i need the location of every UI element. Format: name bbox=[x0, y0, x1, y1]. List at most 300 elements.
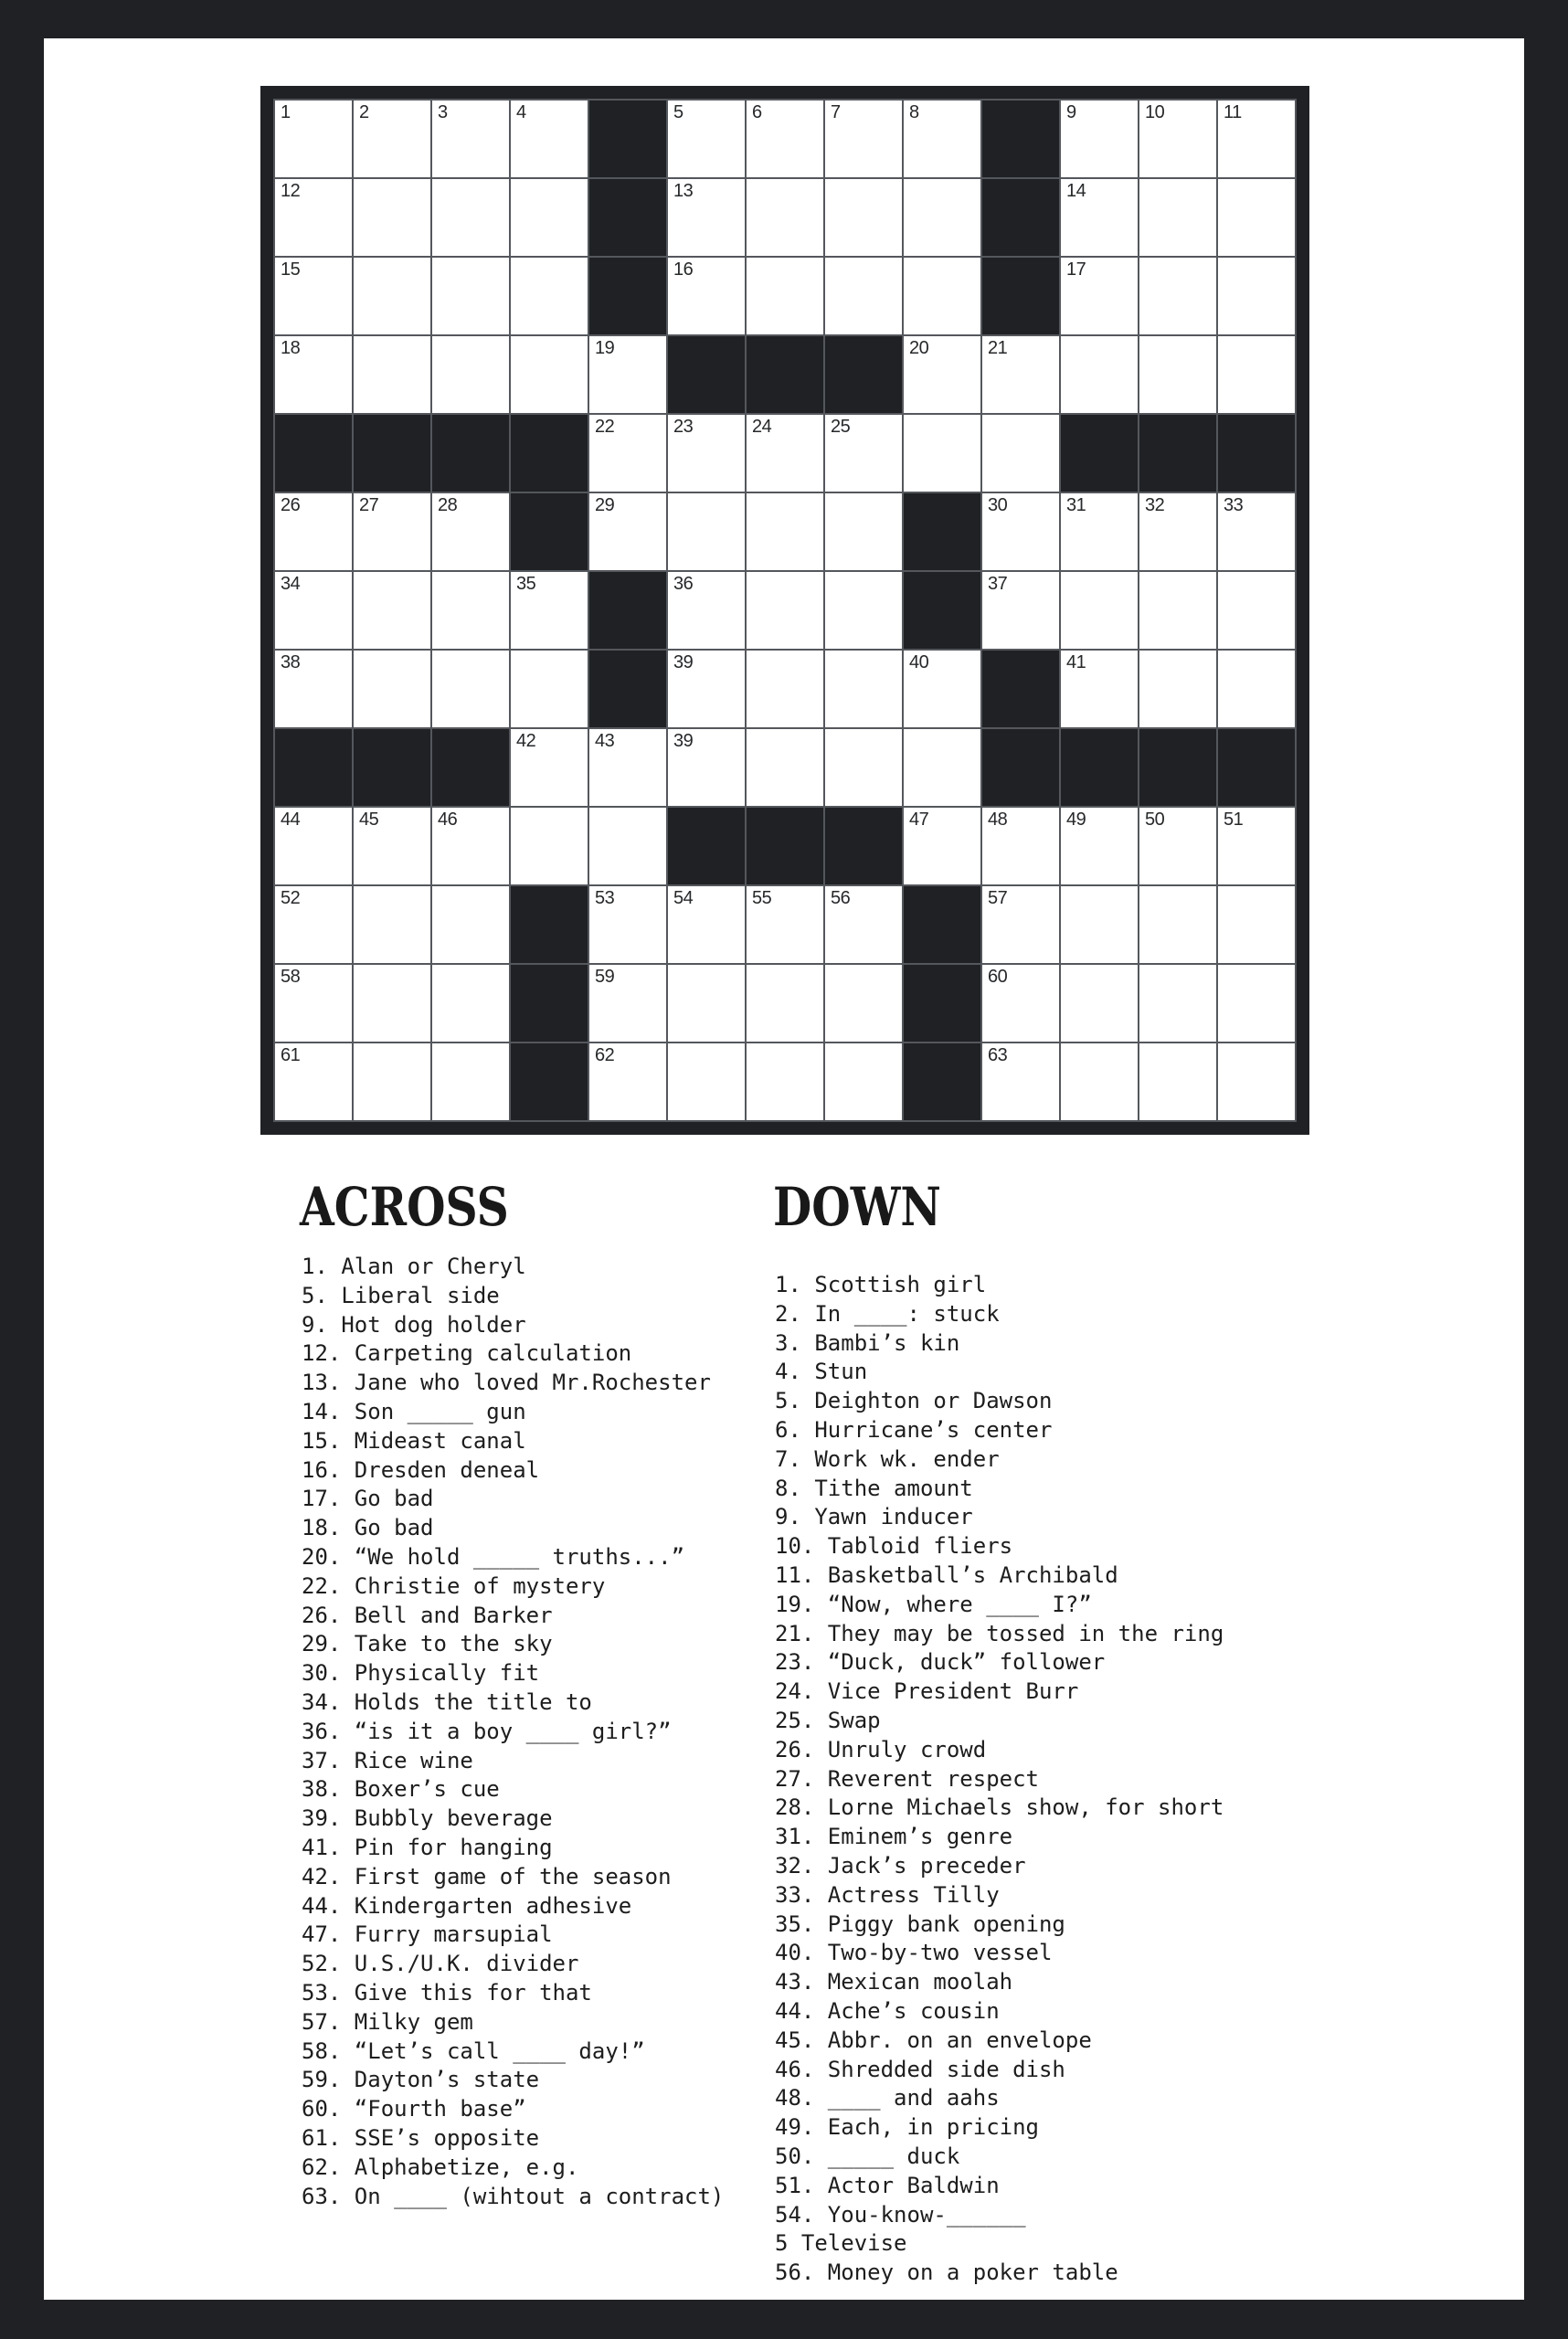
black-cell bbox=[825, 336, 902, 413]
grid-cell[interactable] bbox=[1139, 1043, 1216, 1120]
grid-cell[interactable] bbox=[589, 1043, 666, 1120]
grid-cell[interactable] bbox=[1218, 651, 1295, 727]
black-cell bbox=[904, 572, 980, 649]
grid-cell[interactable] bbox=[904, 336, 980, 413]
grid-cell[interactable] bbox=[982, 886, 1059, 963]
cell-number: 51 bbox=[1224, 810, 1244, 830]
grid-cell[interactable] bbox=[747, 1043, 823, 1120]
grid-cell[interactable] bbox=[747, 651, 823, 727]
across-clue: 52. U.S./U.K. divider bbox=[302, 1951, 579, 1977]
across-clue: 36. “is it a boy ____ girl?” bbox=[302, 1718, 672, 1744]
grid-cell[interactable] bbox=[354, 965, 430, 1042]
cell-number: 46 bbox=[438, 810, 458, 830]
cell-number: 19 bbox=[595, 338, 615, 358]
grid-cell[interactable] bbox=[1218, 572, 1295, 649]
cell-number: 2 bbox=[359, 102, 369, 122]
grid-cell[interactable] bbox=[904, 415, 980, 492]
grid-cell[interactable] bbox=[1139, 572, 1216, 649]
cell-number: 22 bbox=[595, 417, 615, 437]
down-clue: 25. Swap bbox=[775, 1707, 881, 1733]
cell-number: 38 bbox=[281, 652, 301, 672]
black-cell bbox=[511, 493, 588, 570]
grid-cell[interactable] bbox=[1139, 336, 1216, 413]
down-clue: 19. “Now, where ____ I?” bbox=[775, 1591, 1092, 1617]
black-cell bbox=[511, 1043, 588, 1120]
cell-number: 18 bbox=[281, 338, 301, 358]
down-clue: 5. Deighton or Dawson bbox=[775, 1388, 1053, 1414]
grid-cell[interactable] bbox=[668, 415, 745, 492]
down-clue: 8. Tithe amount bbox=[775, 1475, 973, 1501]
down-clue: 9. Yawn inducer bbox=[775, 1504, 973, 1530]
grid-cell[interactable] bbox=[982, 336, 1059, 413]
cell-number: 31 bbox=[1066, 495, 1086, 515]
cell-number: 49 bbox=[1066, 810, 1086, 830]
cell-number: 44 bbox=[281, 810, 301, 830]
across-clue: 15. Mideast canal bbox=[302, 1427, 526, 1454]
grid-cell[interactable] bbox=[982, 493, 1059, 570]
grid-cell[interactable] bbox=[589, 808, 666, 884]
black-cell bbox=[747, 808, 823, 884]
grid-cell[interactable] bbox=[432, 258, 509, 334]
down-clue: 7. Work wk. ender bbox=[775, 1445, 1000, 1472]
cell-number: 37 bbox=[988, 574, 1008, 594]
across-clue: 9. Hot dog holder bbox=[302, 1311, 526, 1338]
grid-cell[interactable] bbox=[904, 179, 980, 256]
across-clue: 57. Milky gem bbox=[302, 2008, 473, 2035]
across-clue: 38. Boxer’s cue bbox=[302, 1776, 500, 1803]
across-clue: 17. Go bad bbox=[302, 1486, 434, 1512]
down-clue: 3. Bambi’s kin bbox=[775, 1329, 960, 1356]
cell-number: 32 bbox=[1145, 495, 1165, 515]
grid-cell[interactable] bbox=[904, 729, 980, 806]
grid-cell[interactable] bbox=[275, 1043, 352, 1120]
grid-cell[interactable] bbox=[589, 729, 666, 806]
cell-number: 36 bbox=[673, 574, 694, 594]
grid-cell[interactable] bbox=[1061, 808, 1138, 884]
down-clue: 31. Eminem’s genre bbox=[775, 1824, 1013, 1850]
grid-cell[interactable] bbox=[275, 101, 352, 177]
grid-cell[interactable] bbox=[825, 179, 902, 256]
grid-cell[interactable] bbox=[668, 729, 745, 806]
down-clue: 6. Hurricane’s center bbox=[775, 1416, 1053, 1443]
cell-number: 15 bbox=[281, 259, 301, 280]
black-cell bbox=[589, 179, 666, 256]
down-clue: 33. Actress Tilly bbox=[775, 1881, 1000, 1908]
grid-cell[interactable] bbox=[1061, 1043, 1138, 1120]
cell-number: 39 bbox=[673, 731, 694, 751]
cell-number: 50 bbox=[1145, 810, 1165, 830]
grid-cell[interactable] bbox=[1139, 179, 1216, 256]
black-cell bbox=[904, 965, 980, 1042]
down-heading: DOWN bbox=[773, 1176, 941, 1238]
black-cell bbox=[589, 101, 666, 177]
grid-cell[interactable] bbox=[432, 179, 509, 256]
cell-number: 4 bbox=[516, 102, 526, 122]
grid-cell[interactable] bbox=[825, 493, 902, 570]
grid-cell[interactable] bbox=[432, 336, 509, 413]
cell-number: 61 bbox=[281, 1045, 301, 1065]
black-cell bbox=[668, 336, 745, 413]
grid-cell[interactable] bbox=[982, 572, 1059, 649]
grid-cell[interactable] bbox=[354, 336, 430, 413]
cell-number: 23 bbox=[673, 417, 694, 437]
grid-cell[interactable] bbox=[1061, 258, 1138, 334]
black-cell bbox=[1139, 729, 1216, 806]
grid-cell[interactable] bbox=[354, 179, 430, 256]
cell-number: 41 bbox=[1066, 652, 1086, 672]
grid-cell[interactable] bbox=[1061, 101, 1138, 177]
grid-cell[interactable] bbox=[1218, 336, 1295, 413]
grid-cell[interactable] bbox=[511, 729, 588, 806]
down-clue: 24. Vice President Burr bbox=[775, 1678, 1079, 1705]
grid-cell[interactable] bbox=[825, 886, 902, 963]
down-clue: 50. _____ duck bbox=[775, 2143, 960, 2169]
grid-cell[interactable] bbox=[747, 415, 823, 492]
cell-number: 26 bbox=[281, 495, 301, 515]
grid-cell[interactable] bbox=[1061, 651, 1138, 727]
cell-number: 34 bbox=[281, 574, 301, 594]
down-clue: 10. Tabloid fliers bbox=[775, 1533, 1013, 1560]
grid-cell[interactable] bbox=[511, 336, 588, 413]
cell-number: 40 bbox=[909, 652, 929, 672]
black-cell bbox=[904, 886, 980, 963]
across-clue: 61. SSE’s opposite bbox=[302, 2124, 540, 2151]
cell-number: 9 bbox=[1066, 102, 1076, 122]
across-clue: 62. Alphabetize, e.g. bbox=[302, 2154, 579, 2180]
across-clue: 14. Son _____ gun bbox=[302, 1398, 526, 1424]
cell-number: 62 bbox=[595, 1045, 615, 1065]
across-clue: 5. Liberal side bbox=[302, 1282, 500, 1308]
grid-cell[interactable] bbox=[1218, 179, 1295, 256]
grid-cell[interactable] bbox=[354, 1043, 430, 1120]
grid-cell[interactable] bbox=[432, 1043, 509, 1120]
black-cell bbox=[432, 415, 509, 492]
cell-number: 54 bbox=[673, 888, 694, 908]
grid-cell[interactable] bbox=[668, 572, 745, 649]
down-clue: 27. Reverent respect bbox=[775, 1765, 1039, 1792]
down-clue: 43. Mexican moolah bbox=[775, 1969, 1013, 1995]
across-clue: 59. Dayton’s state bbox=[302, 2067, 540, 2093]
down-clue: 40. Two-by-two vessel bbox=[775, 1940, 1053, 1966]
grid-cell[interactable] bbox=[825, 965, 902, 1042]
black-cell bbox=[589, 258, 666, 334]
grid-cell[interactable] bbox=[275, 808, 352, 884]
across-heading: ACROSS bbox=[300, 1176, 509, 1238]
across-clue: 34. Holds the title to bbox=[302, 1688, 592, 1715]
grid-cell[interactable] bbox=[1061, 572, 1138, 649]
across-clue: 41. Pin for hanging bbox=[302, 1834, 553, 1860]
black-cell bbox=[668, 808, 745, 884]
grid-cell[interactable] bbox=[1218, 101, 1295, 177]
across-clue: 26. Bell and Barker bbox=[302, 1602, 553, 1628]
cell-number: 42 bbox=[516, 731, 536, 751]
grid-cell[interactable] bbox=[1218, 1043, 1295, 1120]
grid-cell[interactable] bbox=[511, 572, 588, 649]
black-cell bbox=[1218, 729, 1295, 806]
cell-number: 39 bbox=[673, 652, 694, 672]
cell-number: 29 bbox=[595, 495, 615, 515]
grid-cell[interactable] bbox=[1061, 179, 1138, 256]
grid-cell[interactable] bbox=[432, 965, 509, 1042]
grid-cell[interactable] bbox=[511, 179, 588, 256]
grid-cell[interactable] bbox=[432, 886, 509, 963]
cell-number: 52 bbox=[281, 888, 301, 908]
grid-cell[interactable] bbox=[904, 651, 980, 727]
grid-cell[interactable] bbox=[1061, 965, 1138, 1042]
grid-cell[interactable] bbox=[354, 258, 430, 334]
cell-number: 60 bbox=[988, 967, 1008, 987]
down-clue: 49. Each, in pricing bbox=[775, 2114, 1039, 2141]
black-cell bbox=[982, 179, 1059, 256]
grid-cell[interactable] bbox=[275, 886, 352, 963]
down-clue: 23. “Duck, duck” follower bbox=[775, 1649, 1106, 1676]
grid-cell[interactable] bbox=[747, 886, 823, 963]
grid-cell[interactable] bbox=[982, 808, 1059, 884]
crossword-grid-cells bbox=[273, 99, 1297, 1122]
across-clue: 37. Rice wine bbox=[302, 1747, 473, 1773]
across-clue: 18. Go bad bbox=[302, 1515, 434, 1541]
cell-number: 35 bbox=[516, 574, 536, 594]
down-clue-list bbox=[775, 1271, 1224, 2288]
black-cell bbox=[982, 258, 1059, 334]
grid-cell[interactable] bbox=[511, 808, 588, 884]
grid-cell[interactable] bbox=[432, 808, 509, 884]
grid-cell[interactable] bbox=[589, 415, 666, 492]
across-clue: 1. Alan or Cheryl bbox=[302, 1254, 526, 1279]
down-clue: 26. Unruly crowd bbox=[775, 1736, 987, 1762]
grid-cell[interactable] bbox=[668, 886, 745, 963]
cell-number: 48 bbox=[988, 810, 1008, 830]
grid-cell[interactable] bbox=[825, 729, 902, 806]
grid-cell[interactable] bbox=[1061, 886, 1138, 963]
grid-cell[interactable] bbox=[825, 101, 902, 177]
black-cell bbox=[904, 493, 980, 570]
grid-cell[interactable] bbox=[432, 493, 509, 570]
cell-number: 17 bbox=[1066, 259, 1086, 280]
across-clue: 60. “Fourth base” bbox=[302, 2096, 526, 2122]
grid-cell[interactable] bbox=[668, 101, 745, 177]
cell-number: 30 bbox=[988, 495, 1008, 515]
grid-cell[interactable] bbox=[982, 965, 1059, 1042]
grid-cell[interactable] bbox=[1139, 651, 1216, 727]
black-cell bbox=[982, 729, 1059, 806]
grid-cell[interactable] bbox=[275, 493, 352, 570]
black-cell bbox=[1061, 415, 1138, 492]
black-cell bbox=[275, 415, 352, 492]
down-clue: 1. Scottish girl bbox=[775, 1272, 987, 1297]
across-clue: 16. Dresden deneal bbox=[302, 1456, 540, 1483]
across-clue-list bbox=[302, 1253, 724, 2211]
down-clue: 2. In ____: stuck bbox=[775, 1300, 1000, 1327]
grid-cell[interactable] bbox=[1218, 808, 1295, 884]
black-cell bbox=[354, 415, 430, 492]
across-clue: 47. Furry marsupial bbox=[302, 1921, 553, 1948]
black-cell bbox=[354, 729, 430, 806]
across-clue: 42. First game of the season bbox=[302, 1863, 672, 1889]
grid-cell[interactable] bbox=[982, 1043, 1059, 1120]
down-clue: 35. Piggy bank opening bbox=[775, 1910, 1065, 1937]
black-cell bbox=[589, 572, 666, 649]
black-cell bbox=[511, 965, 588, 1042]
cell-number: 28 bbox=[438, 495, 458, 515]
black-cell bbox=[511, 886, 588, 963]
grid-cell[interactable] bbox=[354, 886, 430, 963]
grid-cell[interactable] bbox=[747, 101, 823, 177]
across-clue: 39. Bubbly beverage bbox=[302, 1805, 553, 1832]
grid-cell[interactable] bbox=[354, 808, 430, 884]
cell-number: 59 bbox=[595, 967, 615, 987]
grid-cell[interactable] bbox=[1139, 101, 1216, 177]
black-cell bbox=[1061, 729, 1138, 806]
cell-number: 16 bbox=[673, 259, 694, 280]
cell-number: 47 bbox=[909, 810, 929, 830]
grid-cell[interactable] bbox=[354, 572, 430, 649]
across-clue: 53. Give this for that bbox=[302, 1979, 592, 2006]
down-clue: 54. You-know-______ bbox=[775, 2201, 1026, 2228]
across-clue: 13. Jane who loved Mr.Rochester bbox=[302, 1370, 711, 1396]
across-clue: 22. Christie of mystery bbox=[302, 1572, 606, 1599]
grid-cell[interactable] bbox=[825, 651, 902, 727]
grid-cell[interactable] bbox=[668, 179, 745, 256]
across-clue: 63. On ____ (wihtout a contract) bbox=[302, 2183, 725, 2209]
grid-cell[interactable] bbox=[275, 336, 352, 413]
grid-cell[interactable] bbox=[668, 965, 745, 1042]
across-clue: 58. “Let’s call ____ day!” bbox=[302, 2037, 645, 2064]
black-cell bbox=[825, 808, 902, 884]
black-cell bbox=[904, 1043, 980, 1120]
cell-number: 5 bbox=[673, 102, 683, 122]
grid-cell[interactable] bbox=[1139, 808, 1216, 884]
black-cell bbox=[982, 101, 1059, 177]
grid-cell[interactable] bbox=[825, 1043, 902, 1120]
grid-cell[interactable] bbox=[668, 1043, 745, 1120]
grid-cell[interactable] bbox=[354, 651, 430, 727]
cell-number: 24 bbox=[752, 417, 772, 437]
cell-number: 12 bbox=[281, 181, 301, 201]
down-clue: 4. Stun bbox=[775, 1359, 868, 1385]
grid-cell[interactable] bbox=[1139, 965, 1216, 1042]
grid-cell[interactable] bbox=[982, 415, 1059, 492]
cell-number: 13 bbox=[673, 181, 694, 201]
cell-number: 8 bbox=[909, 102, 919, 122]
black-cell bbox=[275, 729, 352, 806]
cell-number: 63 bbox=[988, 1045, 1008, 1065]
grid-cell[interactable] bbox=[668, 258, 745, 334]
grid-cell[interactable] bbox=[1061, 336, 1138, 413]
down-clue: 56. Money on a poker table bbox=[775, 2260, 1118, 2286]
grid-cell[interactable] bbox=[825, 415, 902, 492]
black-cell bbox=[511, 415, 588, 492]
grid-cell[interactable] bbox=[275, 965, 352, 1042]
grid-cell[interactable] bbox=[275, 258, 352, 334]
crossword-grid bbox=[260, 86, 1309, 1135]
black-cell bbox=[982, 651, 1059, 727]
grid-cell[interactable] bbox=[747, 179, 823, 256]
down-clue: 46. Shredded side dish bbox=[775, 2056, 1065, 2082]
grid-cell[interactable] bbox=[1218, 258, 1295, 334]
grid-cell[interactable] bbox=[511, 258, 588, 334]
cell-number: 6 bbox=[752, 102, 762, 122]
cell-number: 20 bbox=[909, 338, 929, 358]
down-clue: 11. Basketball’s Archibald bbox=[775, 1561, 1118, 1588]
cell-number: 3 bbox=[438, 102, 448, 122]
grid-cell[interactable] bbox=[1218, 493, 1295, 570]
grid-cell[interactable] bbox=[825, 572, 902, 649]
grid-cell[interactable] bbox=[589, 886, 666, 963]
grid-cell[interactable] bbox=[747, 258, 823, 334]
black-cell bbox=[1139, 415, 1216, 492]
cell-number: 27 bbox=[359, 495, 379, 515]
grid-cell[interactable] bbox=[589, 493, 666, 570]
cell-number: 1 bbox=[281, 102, 291, 122]
grid-cell[interactable] bbox=[511, 651, 588, 727]
grid-cell[interactable] bbox=[589, 336, 666, 413]
grid-cell[interactable] bbox=[354, 101, 430, 177]
grid-cell[interactable] bbox=[747, 965, 823, 1042]
grid-cell[interactable] bbox=[432, 101, 509, 177]
cell-number: 33 bbox=[1224, 495, 1244, 515]
grid-cell[interactable] bbox=[432, 572, 509, 649]
black-cell bbox=[589, 651, 666, 727]
grid-cell[interactable] bbox=[747, 493, 823, 570]
grid-cell[interactable] bbox=[1139, 258, 1216, 334]
across-clue: 44. Kindergarten adhesive bbox=[302, 1892, 632, 1919]
cell-number: 58 bbox=[281, 967, 301, 987]
grid-cell[interactable] bbox=[1139, 886, 1216, 963]
across-clue: 20. “We hold _____ truths...” bbox=[302, 1543, 685, 1570]
down-clue: 5 Televise bbox=[775, 2230, 907, 2257]
grid-cell[interactable] bbox=[904, 808, 980, 884]
cell-number: 7 bbox=[831, 102, 841, 122]
grid-cell[interactable] bbox=[825, 258, 902, 334]
across-clue: 29. Take to the sky bbox=[302, 1631, 553, 1657]
cell-number: 55 bbox=[752, 888, 772, 908]
cell-number: 25 bbox=[831, 417, 851, 437]
grid-cell[interactable] bbox=[275, 572, 352, 649]
grid-cell[interactable] bbox=[668, 493, 745, 570]
grid-cell[interactable] bbox=[275, 651, 352, 727]
grid-cell[interactable] bbox=[1218, 886, 1295, 963]
down-clue: 21. They may be tossed in the ring bbox=[775, 1620, 1224, 1646]
down-clue: 45. Abbr. on an envelope bbox=[775, 2027, 1092, 2053]
down-clue: 48. ____ and aahs bbox=[775, 2085, 1000, 2111]
cell-number: 56 bbox=[831, 888, 851, 908]
grid-cell[interactable] bbox=[1139, 493, 1216, 570]
down-clue: 28. Lorne Michaels show, for short bbox=[775, 1794, 1224, 1821]
cell-number: 45 bbox=[359, 810, 379, 830]
grid-cell[interactable] bbox=[432, 651, 509, 727]
cell-number: 10 bbox=[1145, 102, 1165, 122]
grid-cell[interactable] bbox=[275, 179, 352, 256]
grid-cell[interactable] bbox=[668, 651, 745, 727]
cell-number: 21 bbox=[988, 338, 1008, 358]
grid-cell[interactable] bbox=[904, 258, 980, 334]
cell-number: 14 bbox=[1066, 181, 1086, 201]
grid-cell[interactable] bbox=[747, 572, 823, 649]
grid-cell[interactable] bbox=[354, 493, 430, 570]
grid-cell[interactable] bbox=[1218, 965, 1295, 1042]
across-clue: 12. Carpeting calculation bbox=[302, 1340, 632, 1367]
grid-cell[interactable] bbox=[904, 101, 980, 177]
black-cell bbox=[1218, 415, 1295, 492]
grid-cell[interactable] bbox=[1061, 493, 1138, 570]
black-cell bbox=[747, 336, 823, 413]
down-clue: 51. Actor Baldwin bbox=[775, 2172, 1000, 2198]
grid-cell[interactable] bbox=[511, 101, 588, 177]
cell-number: 43 bbox=[595, 731, 615, 751]
grid-cell[interactable] bbox=[747, 729, 823, 806]
grid-cell[interactable] bbox=[589, 965, 666, 1042]
